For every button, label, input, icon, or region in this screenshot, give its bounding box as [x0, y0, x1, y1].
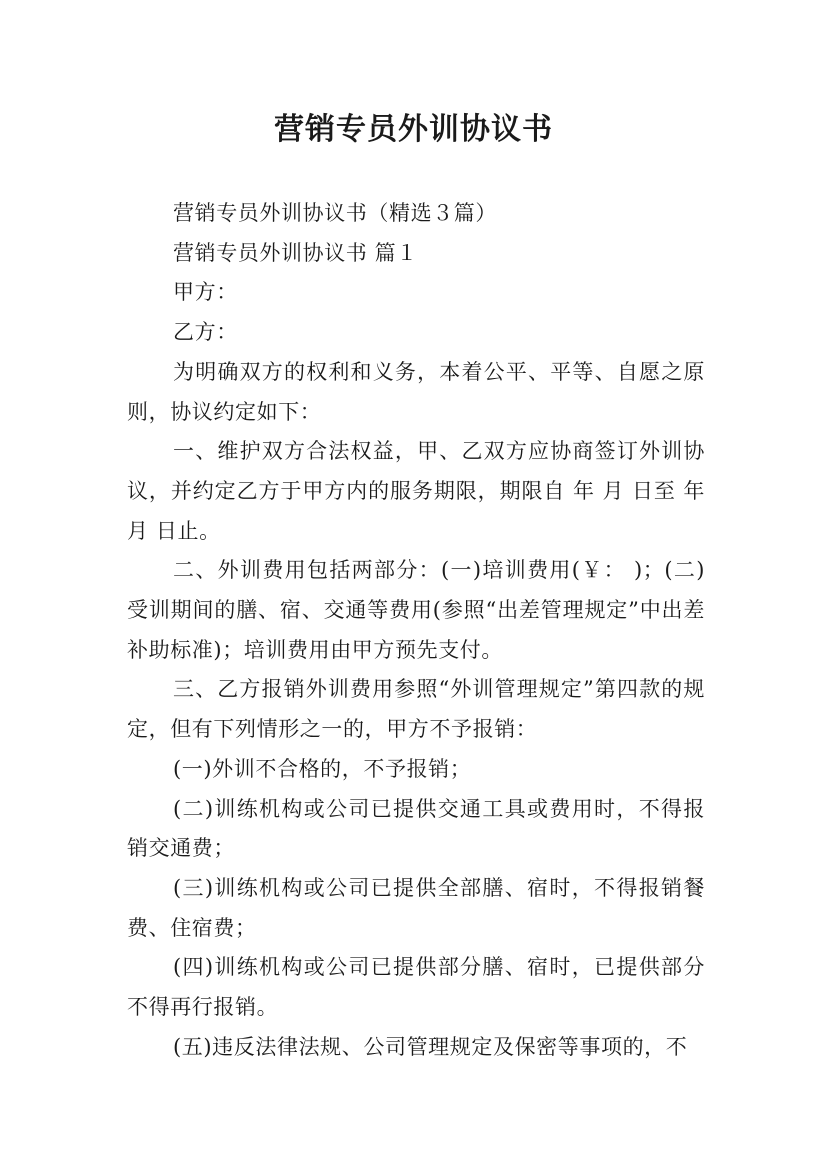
paragraph-item-2: (二)训练机构或公司已提供交通工具或费用时，不得报销交通费；: [127, 796, 705, 861]
paragraph-party-b: 乙方：: [173, 320, 238, 345]
paragraph-item-5: (五)违反法律法规、公司管理规定及保密等事项的，不: [173, 1034, 688, 1059]
paragraph-party-a: 甲方：: [173, 280, 238, 305]
paragraph-clause-2: 二、外训费用包括两部分：(一)培训费用(￥： )；(二)受训期间的膳、宿、交通等费用(参照“出差管理规定”中出差补助标准)；培训费用由甲方预先支付。: [127, 558, 705, 662]
document-body: [127, 194, 705, 1067]
paragraph-clause-3: 三、乙方报销外训费用参照“外训管理规定”第四款的规定，但有下列情形之一的，甲方不予报销：: [127, 677, 705, 742]
paragraph-preamble: 为明确双方的权利和义务，本着公平、平等、自愿之原则，协议约定如下：: [127, 359, 705, 424]
paragraph-subtitle: 营销专员外训协议书（精选３篇）: [173, 201, 497, 225]
paragraph-clause-1: 一、维护双方合法权益，甲、乙双方应协商签订外训协议，并约定乙方于甲方内的服务期限，期限自 年 月 日至 年 月 日止。: [127, 439, 705, 543]
paragraph-item-1: (一)外训不合格的，不予报销；: [173, 756, 472, 781]
paragraph-item-4: (四)训练机构或公司已提供部分膳、宿时，已提供部分不得再行报销。: [127, 955, 705, 1020]
paragraph-item-3: (三)训练机构或公司已提供全部膳、宿时，不得报销餐费、住宿费；: [127, 875, 705, 940]
paragraph-section-heading: 营销专员外训协议书 篇１: [173, 240, 418, 265]
document-title: 营销专员外训协议书: [274, 112, 553, 147]
